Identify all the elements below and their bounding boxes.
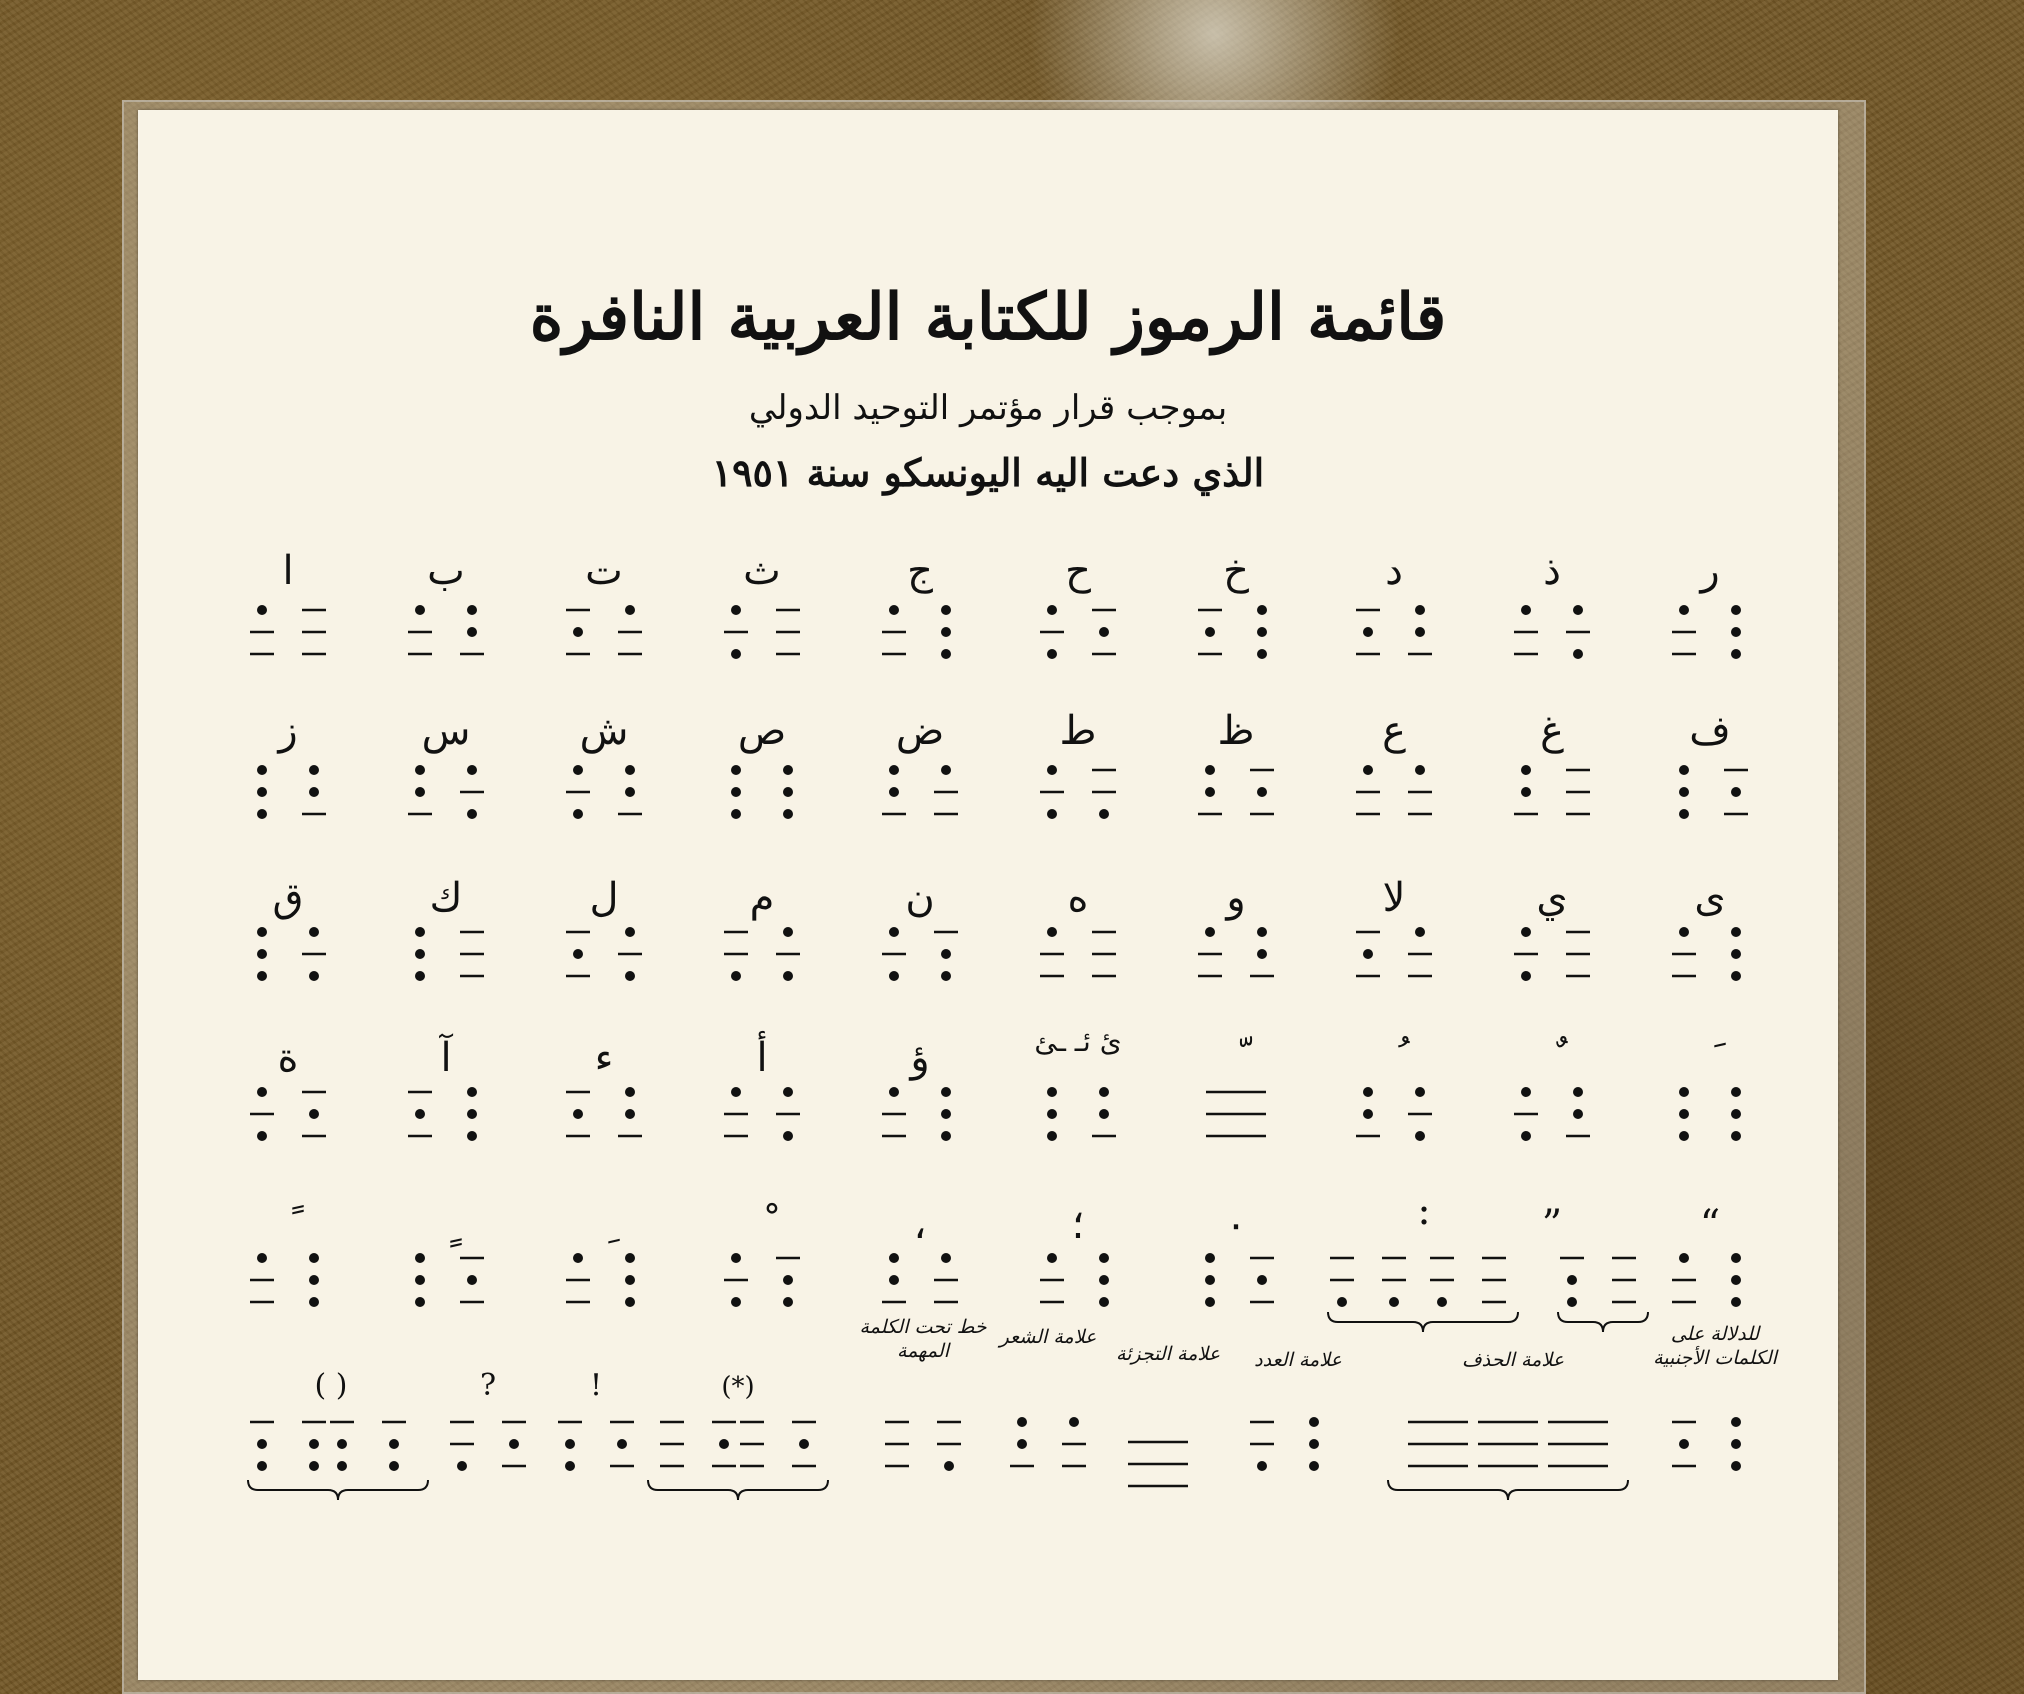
braille-dot: [415, 765, 425, 775]
braille-dot: [1521, 927, 1531, 937]
braille-dot: [889, 1275, 899, 1285]
braille-dot: [1363, 627, 1373, 637]
braille-dot: [309, 1439, 319, 1449]
braille-dot: [1257, 1275, 1267, 1285]
chart-subtitle: بموجب قرار مؤتمر التوحيد الدولي: [748, 388, 1228, 428]
braille-dot: [1309, 1461, 1319, 1471]
braille-dot: [415, 949, 425, 959]
braille-dot: [1363, 765, 1373, 775]
letter-label: ذ: [1543, 548, 1561, 594]
letter-label: ق: [272, 875, 304, 921]
braille-dot: [625, 971, 635, 981]
braille-dot: [941, 1131, 951, 1141]
braille-dot: [309, 787, 319, 797]
braille-dot: [1099, 1109, 1109, 1119]
braille-dot: [1679, 927, 1689, 937]
braille-dot: [941, 765, 951, 775]
letter-label: ؤ: [910, 1035, 930, 1081]
braille-dot: [1437, 1297, 1447, 1307]
braille-dot: [1047, 809, 1057, 819]
braille-dot: [1205, 765, 1215, 775]
braille-dot: [467, 809, 477, 819]
braille-dot: [731, 605, 741, 615]
braille-dot: [1309, 1439, 1319, 1449]
letter-label: و: [1226, 875, 1246, 921]
braille-cells-layer: [138, 110, 1838, 1680]
braille-dot: [731, 1297, 741, 1307]
braille-dot: [257, 1461, 267, 1471]
braille-dot: [941, 605, 951, 615]
grouping-brace: [1328, 1312, 1518, 1332]
braille-dot: [731, 1253, 741, 1263]
braille-dot: [257, 1131, 267, 1141]
braille-dot: [1521, 1131, 1531, 1141]
braille-dot: [573, 1253, 583, 1263]
braille-dot: [415, 971, 425, 981]
braille-dot: [415, 1253, 425, 1263]
braille-dot: [467, 1275, 477, 1285]
letter-label: أ: [756, 1035, 768, 1081]
braille-dot: [1047, 649, 1057, 659]
braille-dot: [1099, 1275, 1109, 1285]
braille-dot: [415, 605, 425, 615]
braille-dot: [1731, 949, 1741, 959]
braille-dot: [1047, 1131, 1057, 1141]
punctuation-label: ٠: [1225, 1202, 1247, 1248]
braille-dot: [467, 1109, 477, 1119]
braille-dot: [573, 627, 583, 637]
braille-dot: [457, 1461, 467, 1471]
braille-dot: [1099, 1253, 1109, 1263]
parentheses-label: ( ): [314, 1368, 348, 1403]
braille-dot: [1731, 1417, 1741, 1427]
braille-dot: [1363, 1087, 1373, 1097]
braille-dot: [783, 927, 793, 937]
braille-dot: [1099, 627, 1109, 637]
braille-dot: [1731, 1461, 1741, 1471]
question-mark-label: ?: [479, 1368, 497, 1403]
braille-dot: [1731, 1253, 1741, 1263]
braille-dot: [941, 627, 951, 637]
braille-dot: [625, 1109, 635, 1119]
braille-dot: [337, 1439, 347, 1449]
letter-label: ظ: [1217, 708, 1255, 754]
braille-dot: [565, 1439, 575, 1449]
letter-label: ل: [589, 875, 619, 921]
braille-dot: [1415, 627, 1425, 637]
braille-dot: [1257, 649, 1267, 659]
braille-dot: [625, 1253, 635, 1263]
braille-dot: [1205, 927, 1215, 937]
braille-dot: [257, 809, 267, 819]
braille-dot: [309, 1297, 319, 1307]
braille-dot: [1415, 927, 1425, 937]
grouping-brace: [1558, 1312, 1648, 1332]
braille-dot: [1099, 1087, 1109, 1097]
braille-dot: [1017, 1417, 1027, 1427]
braille-dot: [719, 1439, 729, 1449]
braille-dot: [1415, 1087, 1425, 1097]
note-hyphen: علامة التجزئة: [1115, 1343, 1221, 1365]
braille-dot: [1521, 605, 1531, 615]
braille-dot: [1731, 971, 1741, 981]
braille-dot: [783, 787, 793, 797]
letter-label: ب: [427, 548, 465, 594]
braille-dot: [1731, 1297, 1741, 1307]
letter-label: ش: [579, 708, 629, 754]
letter-label: ة: [277, 1035, 299, 1081]
braille-dot: [625, 605, 635, 615]
braille-dot: [1257, 949, 1267, 959]
braille-dot: [257, 1087, 267, 1097]
braille-dot: [573, 1109, 583, 1119]
letter-label: ج: [907, 548, 933, 594]
braille-dot: [257, 949, 267, 959]
braille-dot: [941, 971, 951, 981]
braille-dot: [415, 1297, 425, 1307]
braille-dot: [1047, 1109, 1057, 1119]
chart-subtitle-year: الذي دعت اليه اليونسكو سنة ١٩٥١: [711, 450, 1265, 495]
braille-dot: [1389, 1297, 1399, 1307]
braille-dot: [1415, 765, 1425, 775]
braille-dot: [941, 949, 951, 959]
letter-label: ت: [585, 548, 623, 594]
letter-label: ع: [1382, 708, 1406, 754]
braille-dot: [1731, 605, 1741, 615]
braille-dot: [1521, 765, 1531, 775]
braille-dot: [415, 927, 425, 937]
braille-dot: [1047, 1087, 1057, 1097]
braille-dot: [309, 1253, 319, 1263]
braille-dot: [941, 1109, 951, 1119]
braille-dot: [415, 787, 425, 797]
braille-dot: [1363, 1109, 1373, 1119]
braille-dot: [309, 971, 319, 981]
braille-dot: [889, 765, 899, 775]
braille-dot: [1257, 927, 1267, 937]
braille-dot: [573, 949, 583, 959]
braille-dot: [625, 1297, 635, 1307]
braille-dot: [309, 1109, 319, 1119]
letter-label: م: [749, 875, 775, 921]
braille-dot: [1567, 1275, 1577, 1285]
braille-dot: [309, 927, 319, 937]
braille-dot: [783, 1087, 793, 1097]
braille-dot: [257, 1439, 267, 1449]
braille-dot: [1679, 1087, 1689, 1097]
braille-dot: [1731, 927, 1741, 937]
braille-dot: [1415, 1131, 1425, 1141]
braille-dot: [1257, 627, 1267, 637]
braille-dot: [467, 1131, 477, 1141]
chart-title: قائمة الرموز للكتابة العربية النافرة: [529, 280, 1447, 355]
braille-chart-card: [138, 110, 1838, 1680]
braille-dot: [467, 605, 477, 615]
braille-dot: [1047, 1253, 1057, 1263]
letter-label: ف: [1689, 708, 1731, 754]
braille-dot: [1521, 1087, 1531, 1097]
braille-dot: [257, 787, 267, 797]
braille-dot: [1573, 1087, 1583, 1097]
braille-dot: [257, 927, 267, 937]
braille-dot: [1731, 627, 1741, 637]
braille-dot: [573, 809, 583, 819]
braille-dot: [1731, 1275, 1741, 1285]
grouping-brace: [1388, 1480, 1628, 1500]
braille-dot: [799, 1439, 809, 1449]
braille-dot: [1679, 1109, 1689, 1119]
braille-dot: [889, 971, 899, 981]
braille-dot: [1047, 927, 1057, 937]
letter-label: ث: [743, 548, 781, 594]
braille-dot: [1363, 949, 1373, 959]
letter-label: ن: [905, 875, 935, 921]
braille-dot: [941, 649, 951, 659]
grouping-brace: [648, 1480, 828, 1500]
braille-dot: [337, 1461, 347, 1471]
braille-dot: [731, 765, 741, 775]
note-ellipsis: علامة الحذف: [1461, 1349, 1565, 1371]
braille-dot: [783, 809, 793, 819]
braille-dot: [889, 787, 899, 797]
braille-dot: [1257, 1461, 1267, 1471]
braille-dot: [731, 971, 741, 981]
punctuation-label: “: [1699, 1202, 1721, 1248]
punctuation-label: ”: [1541, 1202, 1563, 1248]
punctuation-label: ؛: [1071, 1202, 1085, 1248]
letter-label: ض: [895, 708, 945, 754]
punctuation-label: :: [1417, 1188, 1431, 1234]
letter-label: د: [1385, 548, 1403, 594]
braille-dot: [625, 765, 635, 775]
braille-dot: [889, 605, 899, 615]
braille-dot: [941, 1253, 951, 1263]
braille-dot: [1205, 1275, 1215, 1285]
braille-dot: [617, 1439, 627, 1449]
letter-label: ء: [594, 1035, 614, 1081]
braille-dot: [1099, 1297, 1109, 1307]
braille-dot: [467, 627, 477, 637]
braille-dot: [731, 649, 741, 659]
note-foreign-words: للدلالة على الكلمات الأجنبية: [1653, 1323, 1777, 1369]
braille-dot: [1679, 765, 1689, 775]
braille-dot: [467, 1087, 477, 1097]
braille-dot: [257, 605, 267, 615]
braille-dot: [1309, 1417, 1319, 1427]
letter-label: ر: [1700, 548, 1720, 594]
braille-dot: [731, 809, 741, 819]
letter-label: ص: [737, 708, 787, 754]
braille-dot: [257, 765, 267, 775]
braille-dot: [309, 765, 319, 775]
letter-label: ا: [282, 548, 294, 594]
braille-dot: [731, 1087, 741, 1097]
braille-dot: [625, 927, 635, 937]
braille-dot: [1017, 1439, 1027, 1449]
braille-dot: [889, 1087, 899, 1097]
letter-label: س: [421, 708, 471, 754]
braille-dot: [625, 1275, 635, 1285]
braille-dot: [257, 1253, 267, 1263]
braille-dot: [415, 1275, 425, 1285]
exclamation-label: !: [589, 1368, 603, 1403]
braille-dot: [1337, 1297, 1347, 1307]
braille-dot: [1205, 787, 1215, 797]
braille-dot: [944, 1461, 954, 1471]
braille-dot: [1415, 605, 1425, 615]
letter-label: ط: [1059, 708, 1097, 754]
braille-dot: [1731, 1087, 1741, 1097]
braille-dot: [625, 787, 635, 797]
braille-dot: [309, 1275, 319, 1285]
braille-dot: [415, 1109, 425, 1119]
letter-label: غ: [1540, 708, 1564, 754]
note-underline: خط تحت الكلمة المهمة: [859, 1316, 987, 1362]
letter-label: ئ ئـ ـئ: [1034, 1025, 1122, 1058]
braille-dot: [889, 1253, 899, 1263]
braille-dot: [1205, 1297, 1215, 1307]
braille-dot: [1731, 649, 1741, 659]
braille-dot: [1679, 1131, 1689, 1141]
braille-dot: [783, 1297, 793, 1307]
braille-dot: [783, 1131, 793, 1141]
braille-dot: [1567, 1297, 1577, 1307]
braille-dot: [573, 765, 583, 775]
braille-dot: [889, 927, 899, 937]
braille-dot: [625, 1087, 635, 1097]
braille-dot: [1573, 649, 1583, 659]
letter-label: ك: [429, 875, 463, 921]
braille-dot: [1521, 971, 1531, 981]
note-poetry: علامة الشعر: [999, 1326, 1097, 1348]
braille-dot: [783, 971, 793, 981]
braille-dot: [565, 1461, 575, 1471]
braille-dot: [1573, 605, 1583, 615]
braille-dot: [1679, 1253, 1689, 1263]
braille-dot: [941, 1087, 951, 1097]
letter-label: لا: [1382, 875, 1406, 921]
letter-label: ه: [1067, 875, 1089, 921]
grouping-brace: [248, 1480, 428, 1500]
letter-label: آ: [440, 1035, 452, 1081]
braille-dot: [1679, 1439, 1689, 1449]
braille-dot: [1679, 787, 1689, 797]
letter-label: خ: [1223, 548, 1249, 594]
braille-dot: [1257, 605, 1267, 615]
braille-dot: [1731, 1131, 1741, 1141]
letter-label: ى: [1694, 875, 1726, 921]
letter-label: ح: [1065, 548, 1091, 594]
braille-dot: [389, 1439, 399, 1449]
braille-dot: [1205, 1253, 1215, 1263]
braille-dot: [509, 1439, 519, 1449]
braille-dot: [309, 1461, 319, 1471]
braille-dot: [1679, 605, 1689, 615]
braille-dot: [1679, 809, 1689, 819]
braille-dot: [1257, 787, 1267, 797]
braille-dot: [731, 787, 741, 797]
braille-dot: [1047, 765, 1057, 775]
braille-dot: [1521, 787, 1531, 797]
punctuation-label: ،: [913, 1202, 927, 1248]
letter-label: ي: [1536, 875, 1568, 921]
braille-dot: [1047, 605, 1057, 615]
braille-dot: [1099, 809, 1109, 819]
braille-dot: [1731, 1109, 1741, 1119]
braille-dot: [783, 1275, 793, 1285]
braille-dot: [1573, 1109, 1583, 1119]
asterisk-label: (*): [721, 1372, 755, 1402]
braille-dot: [257, 971, 267, 981]
braille-dot: [389, 1461, 399, 1471]
braille-dot: [1731, 1439, 1741, 1449]
braille-dot: [1731, 787, 1741, 797]
braille-dot: [1205, 627, 1215, 637]
note-number: علامة العدد: [1254, 1349, 1342, 1371]
braille-dot: [467, 765, 477, 775]
letter-label: ز: [278, 708, 298, 754]
braille-dot: [1069, 1417, 1079, 1427]
braille-dot: [783, 765, 793, 775]
